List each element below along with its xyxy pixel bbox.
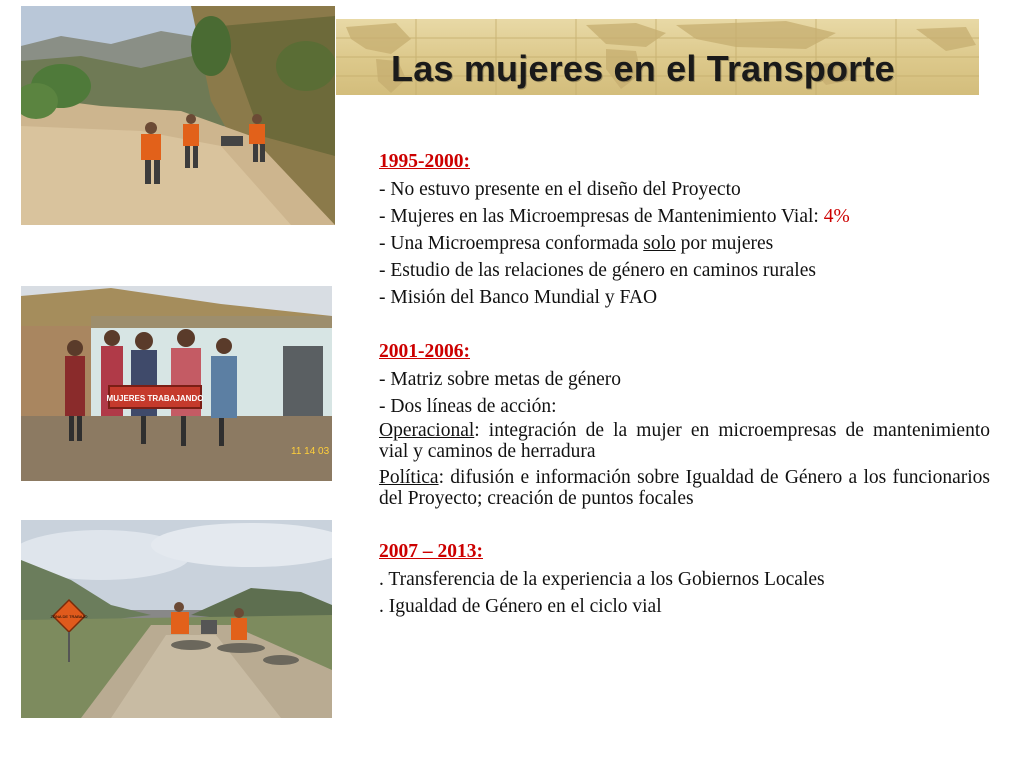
title-banner [336, 19, 979, 95]
list-item-text: - Una Microempresa conformada [379, 233, 644, 254]
list-item: - Dos líneas de acción: [379, 396, 557, 417]
period-3-label: 2007 – 2013 [379, 541, 477, 562]
photo-women-group [21, 286, 332, 481]
list-item: . Igualdad de Género en el ciclo vial [379, 596, 662, 617]
period-heading-3 [379, 538, 990, 566]
photo-road-maintenance [21, 520, 332, 718]
slide-title: Las mujeres en el Transporte [391, 48, 895, 89]
operational-label: Operacional [379, 420, 475, 441]
list-item: . Transferencia de la experiencia a los Gobiernos Locales [379, 569, 825, 590]
list-item [379, 203, 990, 230]
operational-paragraph [379, 420, 990, 462]
period-3-colon: : [476, 541, 483, 562]
percent-value: 4% [823, 206, 850, 227]
list-item-text: - Mujeres en las Microempresas de Mantenimiento Vial: [379, 206, 824, 227]
policy-paragraph [379, 467, 990, 509]
period-2-colon: : [463, 341, 470, 362]
period-heading-1 [379, 148, 990, 176]
policy-text: : difusión e información sobre Igualdad de Género a los funcionarios del Proyecto; creación de puntos focales [379, 467, 990, 509]
list-item: - Estudio de las relaciones de género en caminos rurales [379, 260, 816, 281]
photo-road-workers [21, 6, 335, 225]
list-item-text-end: por mujeres [675, 233, 774, 254]
list-item: - Misión del Banco Mundial y FAO [379, 287, 658, 308]
period-1-colon: : [463, 151, 470, 172]
operational-text: : integración de la mujer en microempresas de mantenimiento vial y caminos de herradura [379, 420, 990, 462]
policy-label: Política [379, 467, 439, 488]
list-item: - No estuvo presente en el diseño del Proyecto [379, 179, 741, 200]
photo-sign-text: MUJERES TRABAJANDO [106, 394, 204, 403]
period-1-label: 1995-2000 [379, 151, 464, 172]
content-body [379, 148, 990, 620]
photo-date-stamp: 11 14 03 [291, 446, 330, 457]
list-item: - Matriz sobre metas de género [379, 369, 622, 390]
photo-zone-sign-text: ZONA DE TRABAJO [50, 614, 88, 619]
list-item [379, 230, 990, 257]
period-heading-2 [379, 338, 990, 366]
period-2-label: 2001-2006 [379, 341, 464, 362]
underlined-word: solo [643, 233, 676, 254]
